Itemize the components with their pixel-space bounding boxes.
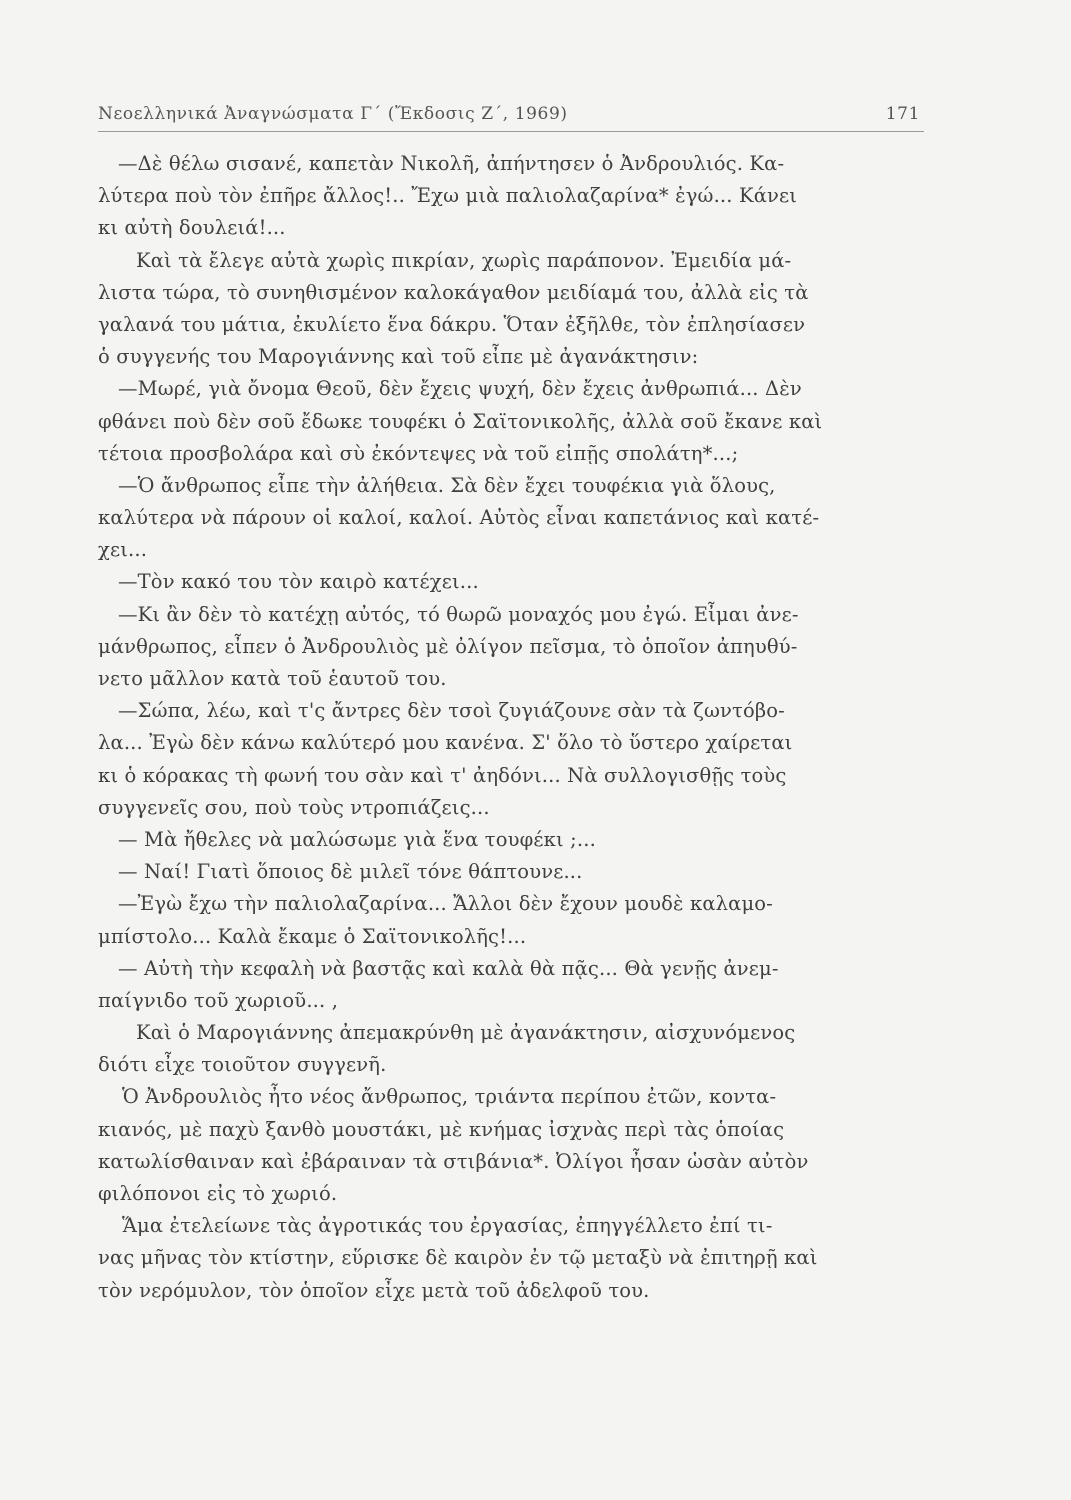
- text-line: τέτοια προσβολάρα καὶ σὺ ἐκόντεψες νὰ τοῦ εἰπῇς σπολάτη*...;: [98, 441, 739, 465]
- text-line: νας μῆνας τὸν κτίστην, εὕρισκε δὲ καιρὸν ἐν τῷ μεταξὺ νὰ ἐπιτηρῇ καὶ: [98, 1246, 818, 1270]
- text-line: καλύτερα νὰ πάρουν οἱ καλοί, καλοί. Αὐτὸς εἶναι καπετάνιος καὶ κατέ-: [98, 506, 820, 530]
- text-line: συγγενεῖς σου, ποὺ τοὺς ντροπιάζεις...: [98, 795, 490, 819]
- text-line: τὸν νερόμυλον, τὸν ὁποῖον εἶχε μετὰ τοῦ ἀδελφοῦ του.: [98, 1278, 650, 1302]
- text-line: —Ἐγὼ ἔχω τὴν παλιολαζαρίνα... Ἄλλοι δὲν ἔχουν μουδὲ καλαμο-: [118, 892, 773, 916]
- header-rule: [98, 131, 924, 132]
- body-text: [98, 148, 933, 1307]
- text-line: Ἅμα ἐτελείωνε τὰς ἀγροτικάς του ἐργασίας, ἐπηγγέλλετο ἐπί τι-: [122, 1214, 773, 1238]
- running-header-title: Νεοελληνικά Ἀναγνώσματα Γ΄ (Ἔκδοσις Ζ΄, 1969): [98, 104, 568, 124]
- text-line: λα... Ἐγὼ δὲν κάνω καλύτερό μου κανένα. Σ' ὅλο τὸ ὕστερο χαίρεται: [98, 731, 793, 755]
- text-line: ὁ συγγενής του Μαρογιάννης καὶ τοῦ εἶπε μὲ ἀγανάκτησιν:: [98, 345, 699, 369]
- text-line: — Αὐτὴ τὴν κεφαλὴ νὰ βαστᾷς καὶ καλὰ θὰ πᾷς... Θὰ γενῇς ἀνεμ-: [118, 956, 779, 980]
- text-line: φιλόπονοι εἰς τὸ χωριό.: [98, 1182, 338, 1205]
- text-line: —Ὁ ἄνθρωπος εἶπε τὴν ἀλήθεια. Σὰ δὲν ἔχει τουφέκια γιὰ ὅλους,: [118, 473, 776, 497]
- text-line: Καὶ τὰ ἔλεγε αὐτὰ χωρὶς πικρίαν, χωρὶς παράπονον. Ἐμειδία μά-: [136, 248, 792, 272]
- text-line: —Κι ἂν δὲν τὸ κατέχῃ αὐτός, τό θωρῶ μοναχός μου ἐγώ. Εἶμαι ἀνε-: [118, 602, 799, 626]
- text-line: νετο μᾶλλον κατὰ τοῦ ἑαυτοῦ του.: [98, 667, 447, 690]
- running-header: [98, 104, 920, 128]
- text-line: μάνθρωπος, εἶπεν ὁ Ἀνδρουλιὸς μὲ ὀλίγον πεῖσμα, τὸ ὁποῖον ἀπηυθύ-: [98, 634, 798, 658]
- text-line: —Τὸν κακό του τὸν καιρὸ κατέχει...: [118, 570, 479, 594]
- text-line: —Μωρέ, γιὰ ὄνομα Θεοῦ, δὲν ἔχεις ψυχή, δὲν ἔχεις ἀνθρωπιά... Δὲν: [118, 377, 802, 401]
- text-line: κι ὁ κόρακας τὴ φωνή του σὰν καὶ τ' ἀηδόνι... Νὰ συλλογισθῇς τοὺς: [98, 763, 787, 787]
- text-line: —Σώπα, λέω, καὶ τ'ς ἄντρες δὲν τσοὶ ζυγιάζουνε σὰν τὰ ζωντόβο-: [118, 699, 785, 723]
- text-line: παίγνιδο τοῦ χωριοῦ... ,: [98, 988, 339, 1012]
- text-line: γαλανά του μάτια, ἐκυλίετο ἕνα δάκρυ. Ὅταν ἐξῆλθε, τὸν ἐπλησίασεν: [98, 312, 806, 336]
- text-line: — Ναί! Γιατὶ ὅποιος δὲ μιλεῖ τόνε θάπτουνε...: [118, 860, 583, 884]
- text-line: μπίστολο... Καλὰ ἔκαμε ὁ Σαϊτονικολῆς!...: [98, 924, 527, 948]
- text-line: Ὁ Ἀνδρουλιὸς ἦτο νέος ἄνθρωπος, τριάντα περίπου ἐτῶν, κοντα-: [122, 1085, 777, 1109]
- page-number: 171: [885, 104, 920, 124]
- text-line: κιανός, μὲ παχὺ ξανθὸ μουστάκι, μὲ κνήμας ἰσχνὰς περὶ τὰς ὁποίας: [98, 1117, 785, 1141]
- text-line: λιστα τώρα, τὸ συνηθισμένον καλοκάγαθον μειδίαμά του, ἀλλὰ εἰς τὰ: [98, 280, 809, 304]
- text-line: —Δὲ θέλω σισανέ, καπετὰν Νικολῆ, ἀπήντησεν ὁ Ἀνδρουλιός. Κα-: [118, 152, 785, 175]
- text-line: — Μὰ ἤθελες νὰ μαλώσωμε γιὰ ἕνα τουφέκι ;...: [118, 827, 596, 851]
- text-line: φθάνει ποὺ δὲν σοῦ ἔδωκε τουφέκι ὁ Σαϊτονικολῆς, ἀλλὰ σοῦ ἔκανε καὶ: [98, 409, 823, 433]
- text-line: Καὶ ὁ Μαρογιάννης ἀπεμακρύνθη μὲ ἀγανάκτησιν, αἰσχυνόμενος: [136, 1021, 796, 1045]
- text-line: διότι εἶχε τοιοῦτον συγγενῆ.: [98, 1053, 387, 1077]
- text-line: λύτερα ποὺ τὸν ἐπῆρε ἄλλος!.. Ἔχω μιὰ παλιολαζαρίνα* ἐγώ... Κάνει: [98, 184, 798, 208]
- text-line: χει...: [98, 538, 148, 562]
- text-line: κατωλίσθαιναν καὶ ἐβάραιναν τὰ στιβάνια*. Ὀλίγοι ἦσαν ὡσὰν αὐτὸν: [98, 1149, 809, 1173]
- text-line: κι αὐτὴ δουλειά!...: [98, 216, 286, 240]
